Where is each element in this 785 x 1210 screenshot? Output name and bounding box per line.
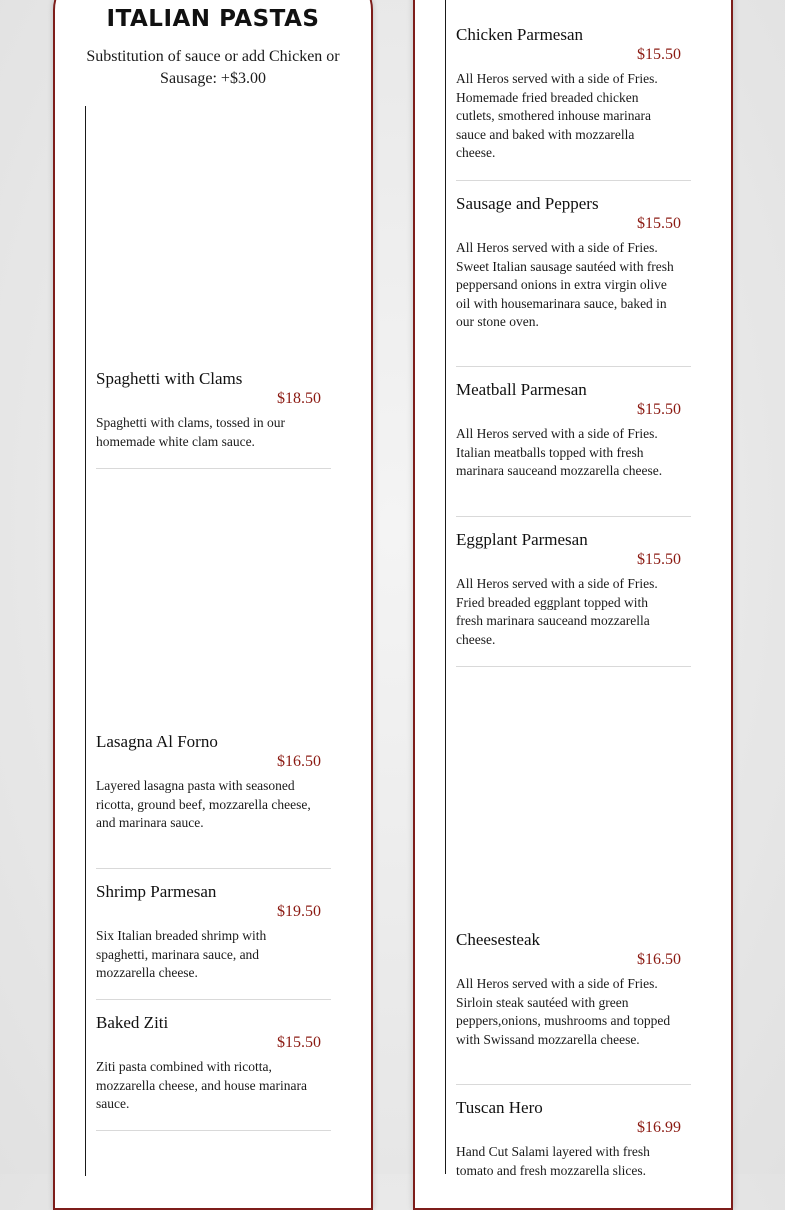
- item-description: All Heros served with a side of Fries. Sweet Italian sausage sautéed with fresh peppersand onions in extra virgin olive oil with housemarinara sauce, baked in our stone oven.: [456, 240, 674, 330]
- item-name: Meatball Parmesan: [456, 380, 587, 399]
- item-description: All Heros served with a side of Fries. Italian meatballs topped with fresh marinara sauceand mozzarella cheese.: [456, 426, 663, 479]
- item-description: Spaghetti with clams, tossed in our homemade white clam sauce.: [96, 415, 285, 449]
- item-description: Ziti pasta combined with ricotta, mozzarella cheese, and house marinara sauce.: [96, 1059, 308, 1112]
- menu-item[interactable]: [456, 194, 691, 332]
- item-name: Cheesesteak: [456, 930, 541, 949]
- item-name: Tuscan Hero: [456, 1098, 543, 1117]
- item-name: Lasagna Al Forno: [96, 732, 218, 751]
- item-description: Six Italian breaded shrimp with spaghetti, marinara sauce, and mozzarella cheese.: [96, 928, 267, 981]
- column-divider: [85, 106, 86, 1176]
- item-description: Hand Cut Salami layered with fresh tomato and fresh mozzarella slices.: [456, 1144, 650, 1178]
- item-price: $15.50: [637, 401, 681, 418]
- item-divider: [96, 1130, 331, 1131]
- menu-item[interactable]: [96, 369, 331, 451]
- menu-item[interactable]: [96, 1013, 331, 1114]
- menu-item[interactable]: [96, 732, 331, 833]
- column-divider: [445, 0, 446, 1174]
- item-divider: [96, 999, 331, 1000]
- item-name: Baked Ziti: [96, 1013, 169, 1032]
- item-divider: [456, 666, 691, 667]
- item-name: Spaghetti with Clams: [96, 369, 243, 388]
- item-divider: [96, 468, 331, 469]
- item-divider: [456, 1084, 691, 1085]
- item-description: Layered lasagna pasta with seasoned ricotta, ground beef, mozzarella cheese, and marinara sauce.: [96, 778, 311, 831]
- item-name: Eggplant Parmesan: [456, 530, 588, 549]
- section-subtitle: Substitution of sauce or add Chicken or Sausage: +$3.00: [86, 48, 340, 87]
- item-description: All Heros served with a side of Fries. Fried breaded eggplant topped with fresh marinara sauceand mozzarella cheese.: [456, 576, 658, 647]
- item-name: Shrimp Parmesan: [96, 882, 217, 901]
- menu-item[interactable]: [456, 25, 691, 163]
- item-divider: [456, 516, 691, 517]
- menu-item[interactable]: [456, 380, 691, 481]
- item-price: $15.50: [637, 46, 681, 63]
- menu-item[interactable]: [456, 930, 691, 1049]
- item-divider: [456, 366, 691, 367]
- item-price: $15.50: [277, 1034, 321, 1051]
- item-description: All Heros served with a side of Fries. Homemade fried breaded chicken cutlets, smothered inhouse marinara sauce and baked with mozzarella cheese.: [456, 71, 658, 161]
- menu-item[interactable]: [456, 1098, 691, 1180]
- item-name: Sausage and Peppers: [456, 194, 599, 213]
- item-price: $19.50: [277, 903, 321, 920]
- item-divider: [456, 180, 691, 181]
- item-price: $16.50: [637, 951, 681, 968]
- menu-item[interactable]: [96, 882, 331, 983]
- item-price: $16.50: [277, 753, 321, 770]
- item-price: $18.50: [277, 390, 321, 407]
- menu-item[interactable]: [456, 530, 691, 649]
- item-price: $15.50: [637, 215, 681, 232]
- item-price: $15.50: [637, 551, 681, 568]
- item-description: All Heros served with a side of Fries. Sirloin steak sautéed with green peppers,onions, mushrooms and topped with Swissand mozzarella cheese.: [456, 976, 671, 1047]
- section-title: ITALIAN PASTAS: [106, 6, 320, 32]
- item-divider: [96, 868, 331, 869]
- item-price: $16.99: [637, 1119, 681, 1136]
- item-name: Chicken Parmesan: [456, 25, 583, 44]
